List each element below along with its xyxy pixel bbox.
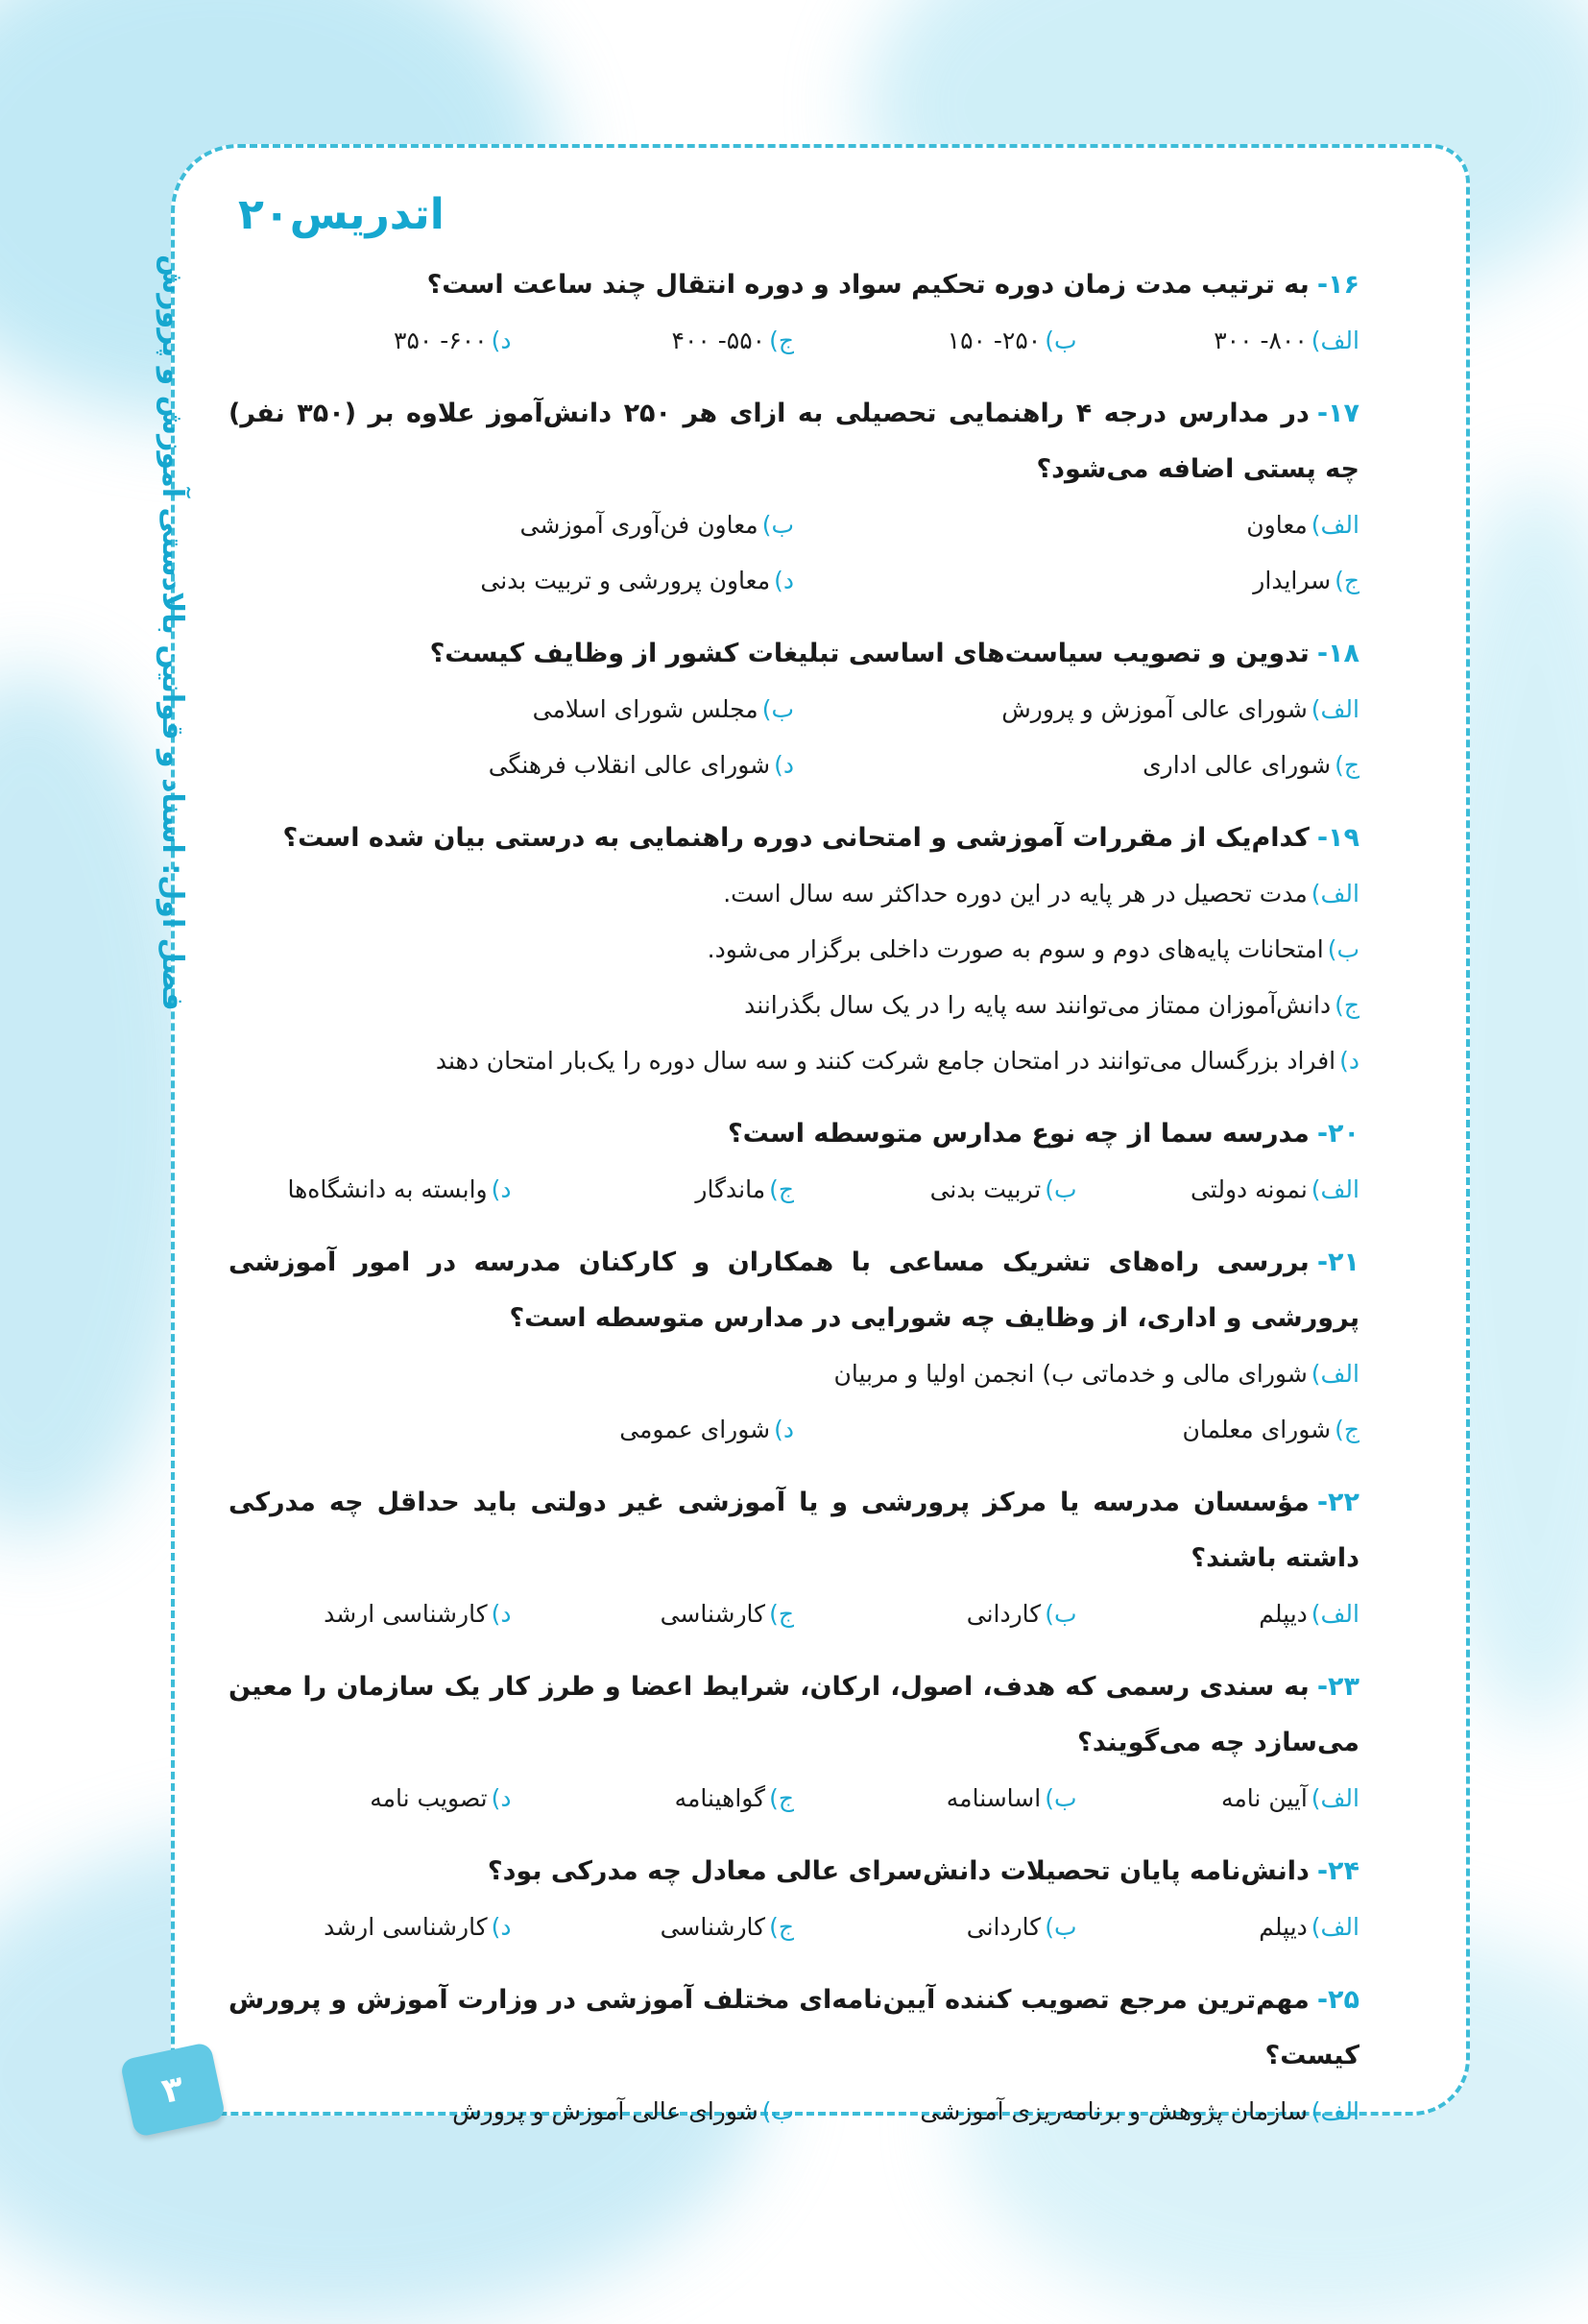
answer-option[interactable] [229, 682, 794, 738]
option-letter: الف) [1311, 1913, 1359, 1941]
option-letter: د) [1339, 1047, 1359, 1075]
question-item [229, 1475, 1359, 1642]
option-letter: الف) [1311, 880, 1359, 908]
question-text [229, 1235, 1359, 1346]
answer-option[interactable] [794, 682, 1359, 738]
answer-option[interactable] [1077, 313, 1360, 369]
question-stem: بررسی راه‌های تشریک مساعی با همکاران و کارکنان مدرسه در امور آموزشی پرورشی و اداری، از وظایف چه شورایی در مدارس متوسطه است؟ [229, 1247, 1359, 1333]
option-letter: ب) [1045, 1175, 1077, 1203]
option-letter: الف) [1311, 1360, 1359, 1388]
answer-option[interactable] [229, 497, 794, 553]
option-text: آیین نامه [1221, 1784, 1308, 1812]
answer-option[interactable] [229, 313, 512, 369]
answer-option[interactable] [512, 313, 795, 369]
answer-option[interactable] [512, 1900, 795, 1955]
option-text: شورای معلمان [1182, 1416, 1332, 1443]
answer-option[interactable] [229, 1033, 1359, 1089]
option-text: سرایدار [1253, 567, 1332, 594]
answer-option[interactable] [229, 553, 794, 609]
option-text: امتحانات پایه‌های دوم و سوم به صورت داخلی برگزار می‌شود. [707, 935, 1324, 963]
option-text: معاون پرورشی و تربیت بدنی [480, 567, 771, 594]
option-text: معاون فن‌آوری آموزشی [519, 511, 758, 539]
question-item [229, 257, 1359, 369]
question-number: ۱۶- [1316, 270, 1359, 300]
question-number: ۱۷- [1316, 399, 1360, 428]
question-stem: مدرسه سما از چه نوع مدارس متوسطه است؟ [727, 1119, 1310, 1149]
option-text: سازمان پژوهش و برنامه‌ریزی آموزشی [920, 2097, 1308, 2125]
option-letter: د) [491, 1784, 512, 1812]
option-text: افراد بزرگسال می‌توانند در امتحان جامع شرکت کنند و سه سال دوره را یک‌بار امتحان دهند [435, 1047, 1336, 1075]
option-letter: د) [491, 1913, 512, 1941]
answer-option[interactable] [229, 2084, 794, 2140]
option-list [229, 682, 1359, 793]
option-letter: ج) [1335, 751, 1359, 779]
option-text: کارشناسی [660, 1600, 766, 1628]
answer-option[interactable] [1077, 1771, 1360, 1827]
option-text: وابسته به دانشگاه‌ها [287, 1175, 488, 1203]
answer-option[interactable] [229, 866, 1359, 922]
question-stem: دانش‌نامه پایان تحصیلات دانش‌سرای عالی معادل چه مدرکی بود؟ [487, 1856, 1310, 1886]
option-letter: الف) [1311, 1784, 1359, 1812]
option-list [229, 2084, 1359, 2140]
answer-option[interactable] [794, 497, 1359, 553]
option-letter: الف) [1311, 2097, 1359, 2125]
question-stem: در مدارس درجه ۴ راهنمایی تحصیلی به ازای هر ۲۵۰ دانش‌آموز علاوه بر (۳۵۰ نفر) چه پستی اضافه می‌شود؟ [229, 399, 1359, 484]
answer-option[interactable] [229, 922, 1359, 978]
option-list [229, 866, 1359, 1089]
option-list [229, 1771, 1359, 1827]
question-number: ۲۰- [1316, 1119, 1359, 1149]
question-text [229, 1844, 1359, 1900]
question-number: ۱۸- [1316, 639, 1359, 668]
answer-option[interactable] [512, 1162, 795, 1218]
option-letter: ج) [769, 1175, 794, 1203]
option-text: کاردانی [966, 1913, 1042, 1941]
question-item [229, 626, 1359, 793]
option-text: شورای مالی و خدماتی ب) انجمن اولیا و مربیان [833, 1360, 1308, 1388]
answer-option[interactable] [229, 978, 1359, 1033]
option-letter: الف) [1311, 695, 1359, 723]
answer-option[interactable] [229, 1900, 512, 1955]
question-stem: کدام‌یک از مقررات آموزشی و امتحانی دوره راهنمایی به درستی بیان شده است؟ [282, 823, 1310, 853]
option-text: تصویب نامه [370, 1784, 488, 1812]
option-letter: الف) [1311, 1600, 1359, 1628]
option-letter: الف) [1311, 327, 1359, 354]
option-list [229, 1900, 1359, 1955]
question-item [229, 1844, 1359, 1955]
option-text: گواهینامه [674, 1784, 766, 1812]
option-letter: ج) [1335, 991, 1359, 1019]
option-text: اساسنامه [946, 1784, 1042, 1812]
option-letter: ج) [769, 1784, 794, 1812]
option-text: مجلس شورای اسلامی [532, 695, 758, 723]
answer-option[interactable] [794, 313, 1077, 369]
question-number: ۲۳- [1316, 1672, 1359, 1702]
answer-option[interactable] [794, 2084, 1359, 2140]
option-text: کارشناسی [660, 1913, 766, 1941]
question-item [229, 1235, 1359, 1458]
answer-option[interactable] [229, 1771, 512, 1827]
question-text [229, 811, 1359, 866]
option-letter: ب) [1045, 1784, 1077, 1812]
answer-option[interactable] [229, 1346, 794, 1402]
option-letter: ب) [1327, 935, 1359, 963]
option-letter: ب) [761, 2097, 794, 2125]
answer-option[interactable] [794, 1162, 1077, 1218]
chapter-title: فصل اول: اسناد و قوانین بالادستی آموزش و پرورش [156, 254, 189, 1011]
option-text: ۶۰۰- ۳۵۰ [394, 327, 488, 354]
option-text: شورای عالی آموزش و پرورش [1001, 695, 1308, 723]
option-list [229, 1346, 1359, 1458]
answer-option[interactable] [512, 1771, 795, 1827]
question-item [229, 1659, 1359, 1827]
option-letter: د) [491, 327, 512, 354]
option-letter: ب) [1045, 1913, 1077, 1941]
option-text: ۸۰۰- ۳۰۰ [1214, 327, 1308, 354]
answer-option[interactable] [229, 1586, 512, 1642]
option-letter: د) [774, 567, 794, 594]
option-letter: د) [491, 1600, 512, 1628]
option-text: تربیت بدنی [929, 1175, 1042, 1203]
option-text: کارشناسی ارشد [324, 1600, 488, 1628]
option-list [229, 1162, 1359, 1218]
option-text: کاردانی [966, 1600, 1042, 1628]
question-text [229, 1659, 1359, 1771]
option-letter: ب) [761, 511, 794, 539]
option-text: ۲۵۰- ۱۵۰ [947, 327, 1042, 354]
question-item [229, 386, 1359, 609]
option-text: دانش‌آموزان ممتاز می‌توانند سه پایه را در یک سال بگذرانند [744, 991, 1332, 1019]
question-text [229, 1973, 1359, 2084]
answer-option[interactable] [794, 1771, 1077, 1827]
option-text: معاون [1246, 511, 1308, 539]
question-text [229, 1106, 1359, 1162]
answer-option[interactable] [794, 738, 1359, 793]
option-letter: الف) [1311, 511, 1359, 539]
answer-option[interactable] [794, 1900, 1077, 1955]
option-letter: ج) [769, 1600, 794, 1628]
question-stem: به سندی رسمی که هدف، اصول، ارکان، شرایط اعضا و طرز کار یک سازمان را معین می‌سازد چه می‌گویند؟ [229, 1672, 1359, 1757]
question-number: ۲۵- [1316, 1985, 1359, 2015]
question-text [229, 257, 1359, 313]
option-text: شورای عمومی [619, 1416, 771, 1443]
option-letter: ج) [769, 1913, 794, 1941]
option-letter: ب) [1045, 1600, 1077, 1628]
question-text [229, 386, 1359, 497]
page-number: ۳ [157, 2068, 188, 2112]
option-text: شورای عالی انقلاب فرهنگی [488, 751, 771, 779]
answer-option[interactable] [229, 738, 794, 793]
option-text: نمونه دولتی [1190, 1175, 1308, 1203]
option-letter: د) [774, 751, 794, 779]
answer-option[interactable] [229, 1162, 512, 1218]
option-text: شورای عالی اداری [1143, 751, 1332, 779]
answer-option[interactable] [512, 1586, 795, 1642]
option-letter: ج) [1335, 567, 1359, 594]
question-list [229, 257, 1359, 2157]
answer-option[interactable] [229, 1402, 794, 1458]
option-text: ماندگار [695, 1175, 766, 1203]
question-text [229, 1475, 1359, 1586]
brand-logo: ۲۰اتدریس [238, 190, 445, 239]
question-item [229, 1973, 1359, 2140]
question-stem: به ترتیب مدت زمان دوره تحکیم سواد و دوره انتقال چند ساعت است؟ [426, 270, 1310, 300]
option-text: کارشناسی ارشد [324, 1913, 488, 1941]
option-letter: ج) [769, 327, 794, 354]
option-letter: الف) [1311, 1175, 1359, 1203]
option-text: دیپلم [1259, 1600, 1308, 1628]
option-text: دیپلم [1259, 1913, 1308, 1941]
question-stem: تدوین و تصویب سیاست‌های اساسی تبلیغات کشور از وظایف کیست؟ [429, 639, 1310, 668]
question-item [229, 1106, 1359, 1218]
option-text: مدت تحصیل در هر پایه در این دوره حداکثر سه سال است. [723, 880, 1308, 908]
question-stem: مهم‌ترین مرجع تصویب کننده آیین‌نامه‌ای مختلف آموزشی در وزارت آموزش و پرورش کیست؟ [229, 1985, 1359, 2070]
option-list [229, 313, 1359, 369]
question-stem: مؤسسان مدرسه یا مرکز پرورشی و یا آموزشی غیر دولتی باید حداقل چه مدرکی داشته باشند؟ [229, 1488, 1359, 1573]
answer-option[interactable] [794, 1402, 1359, 1458]
answer-option[interactable] [1077, 1162, 1360, 1218]
question-item [229, 811, 1359, 1089]
question-number: ۲۴- [1316, 1856, 1359, 1886]
answer-option[interactable] [794, 1346, 1359, 1402]
option-text: ۵۵۰- ۴۰۰ [671, 327, 766, 354]
option-list [229, 1586, 1359, 1642]
option-text: شورای عالی آموزش و پرورش [452, 2097, 758, 2125]
answer-option[interactable] [794, 553, 1359, 609]
option-letter: ج) [1335, 1416, 1359, 1443]
question-number: ۱۹- [1316, 823, 1359, 853]
question-text [229, 626, 1359, 682]
option-letter: ب) [1045, 327, 1077, 354]
option-letter: ب) [761, 695, 794, 723]
answer-option[interactable] [1077, 1900, 1360, 1955]
answer-option[interactable] [1077, 1586, 1360, 1642]
option-letter: د) [774, 1416, 794, 1443]
question-number: ۲۱- [1316, 1247, 1359, 1277]
option-letter: د) [491, 1175, 512, 1203]
answer-option[interactable] [794, 1586, 1077, 1642]
question-number: ۲۲- [1316, 1488, 1359, 1517]
option-list [229, 497, 1359, 609]
